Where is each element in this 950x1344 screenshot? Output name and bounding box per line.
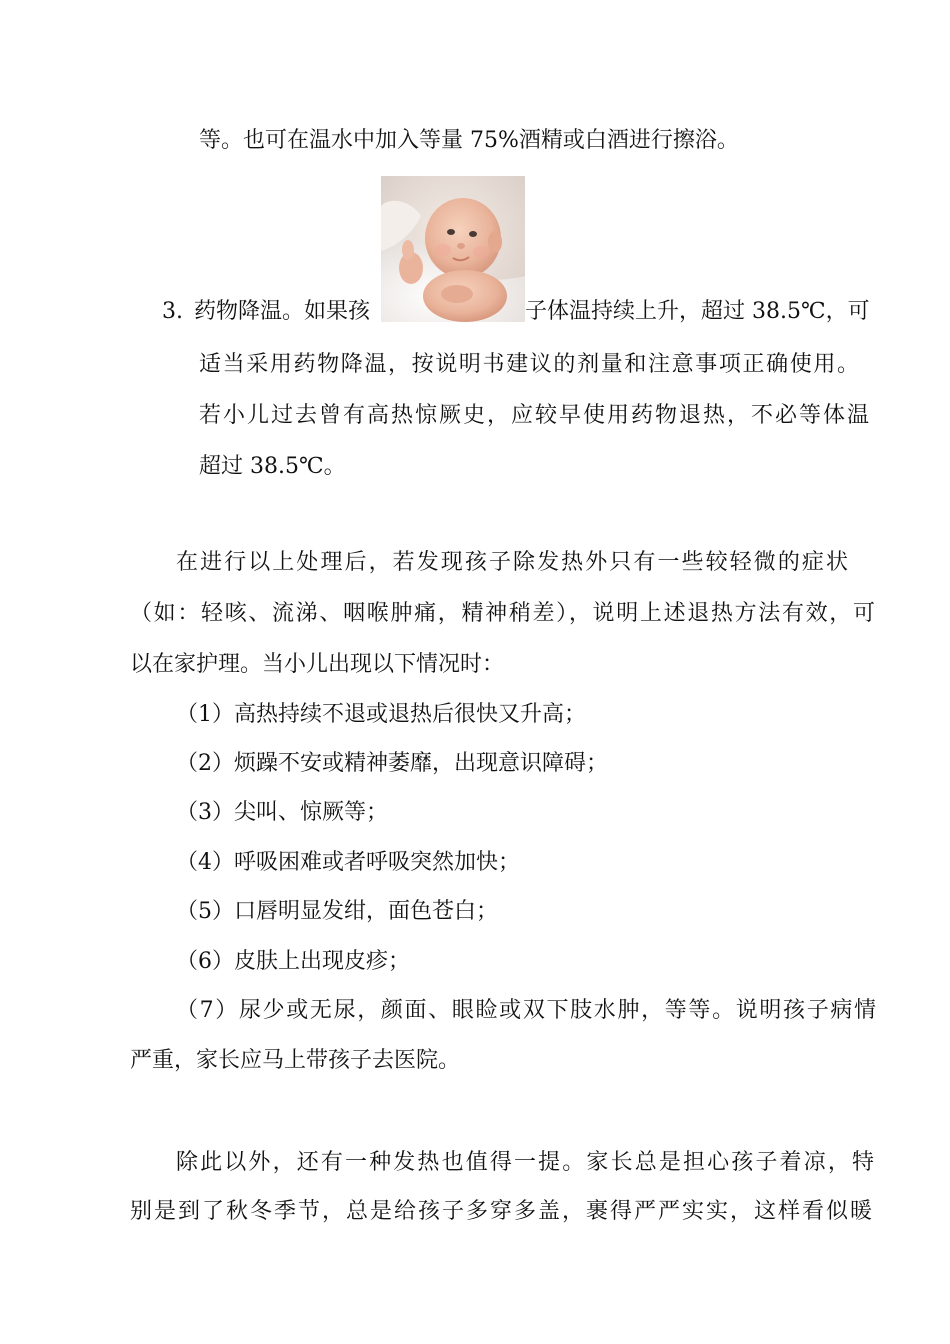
warning-item-7-line-1: （7）尿少或无尿，颜面、眼睑或双下肢水肿，等等。说明孩子病情: [176, 998, 876, 1023]
home-care-line-1: 在进行以上处理后，若发现孩子除发热外只有一些较轻微的症状: [176, 550, 848, 575]
baby-photo: [381, 176, 525, 322]
item-3-line-2: 适当采用药物降温，按说明书建议的剂量和注意事项正确使用。: [199, 352, 859, 377]
home-care-line-2: （如：轻咳、流涕、咽喉肿痛，精神稍差），说明上述退热方法有效，可: [130, 601, 875, 626]
item-3-number: 3.: [162, 299, 183, 324]
item-3-line-3: 若小儿过去曾有高热惊厥史，应较早使用药物退热，不必等体温: [199, 403, 869, 428]
warning-item-3: （3）尖叫、惊厥等；: [176, 800, 388, 825]
warning-item-5: （5）口唇明显发绀，面色苍白；: [176, 899, 498, 924]
home-care-line-3: 以在家护理。当小儿出现以下情况时：: [130, 652, 505, 677]
overdress-line-2: 别是到了秋冬季节，总是给孩子多穿多盖，裹得严严实实，这样看似暖: [130, 1199, 872, 1224]
warning-item-7-line-2: 严重，家长应马上带孩子去医院。: [130, 1048, 461, 1073]
item-3-text-before-image: 药物降温。如果孩: [194, 299, 371, 324]
item-3-text-after-image: 子体温持续上升，超过 38.5℃，可: [525, 299, 870, 324]
item-3-line-4: 超过 38.5℃。: [199, 454, 346, 479]
warning-item-4: （4）呼吸困难或者呼吸突然加快；: [176, 850, 520, 875]
paragraph-top-line-1: 等。也可在温水中加入等量 75%酒精或白酒进行擦浴。: [199, 128, 739, 153]
warning-item-6: （6）皮肤上出现皮疹；: [176, 949, 410, 974]
warning-item-1: （1）高热持续不退或退热后很快又升高；: [176, 702, 586, 727]
warning-item-2: （2）烦躁不安或精神萎靡，出现意识障碍；: [176, 751, 608, 776]
overdress-line-1: 除此以外，还有一种发热也值得一提。家长总是担心孩子着凉，特: [176, 1150, 874, 1175]
